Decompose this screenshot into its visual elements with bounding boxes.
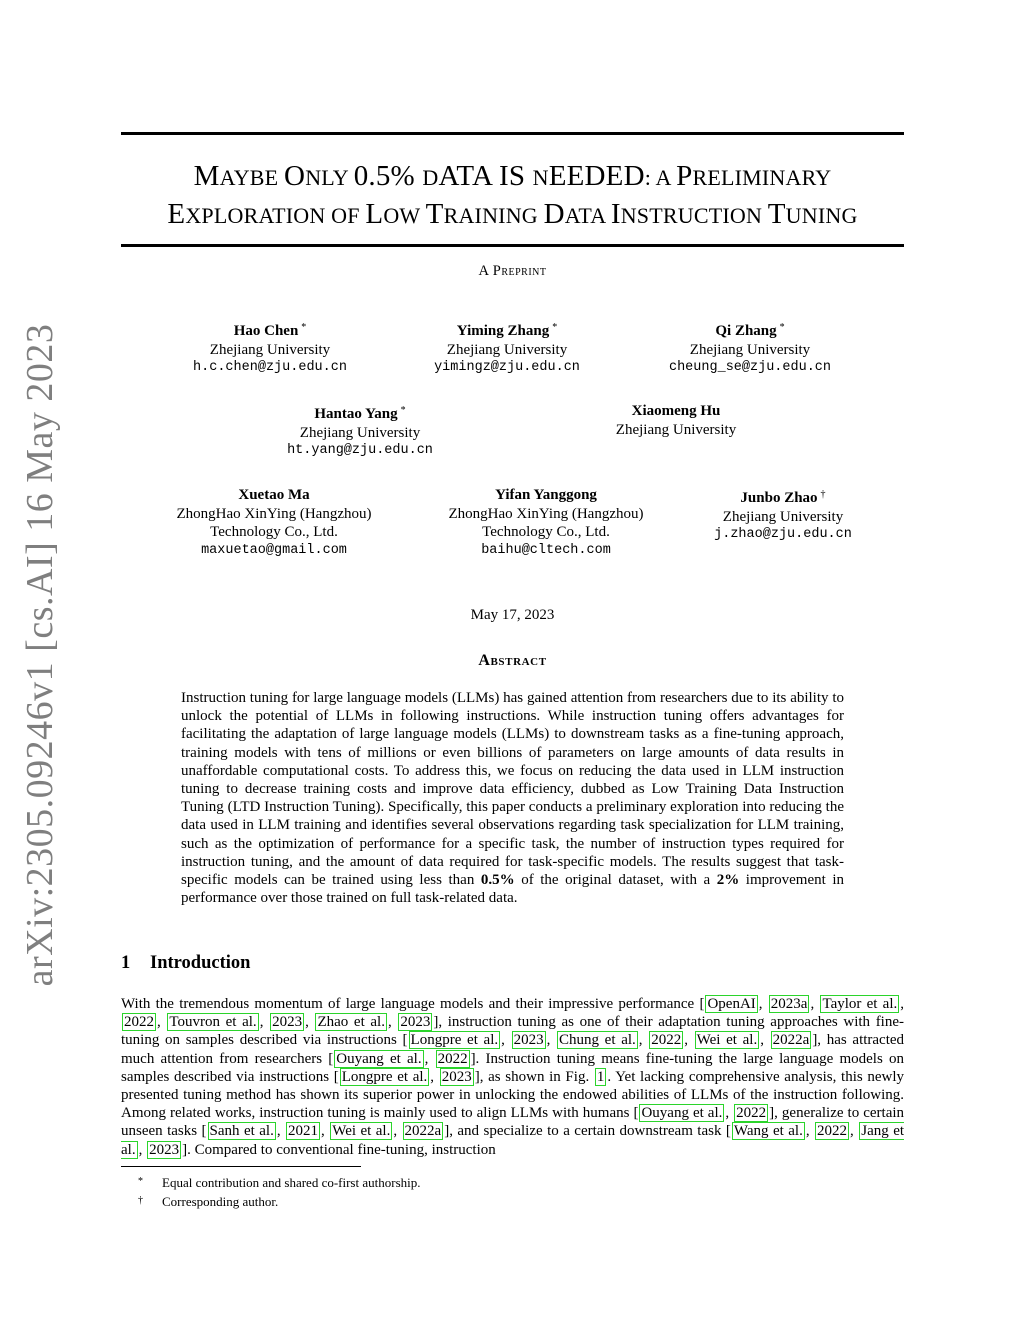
abstract-heading: Abstract bbox=[478, 652, 547, 669]
author-email: j.zhao@zju.edu.cn bbox=[714, 527, 852, 542]
intro-text: . Yet lacking comprehensive analysis, this newly presented tuning method has shown its superior power in unlocking the endowed abilities of LLMs of the instruction following. Among related works, instruction tuning is mainly used to align LLMs with humans [ bbox=[121, 1068, 905, 1122]
citation-link[interactable]: Sanh et al. bbox=[209, 1123, 274, 1140]
author-name: Hantao Yang bbox=[314, 406, 398, 422]
intro-text: ], and specialize to a certain downstream task [ bbox=[444, 1123, 731, 1140]
intro-paragraph bbox=[121, 995, 904, 1159]
paper-title bbox=[121, 158, 904, 234]
footnote-text: Corresponding author. bbox=[162, 1194, 279, 1209]
intro-text: , bbox=[850, 1123, 859, 1140]
intro-text: , bbox=[760, 1032, 770, 1049]
author-affiliation: Zhejiang University bbox=[446, 341, 568, 358]
author-affiliation: Zhejiang University bbox=[722, 508, 844, 525]
intro-text: ]. Instruction tuning means fine-tuning the large language models on samples described via instructions [ bbox=[121, 1050, 905, 1085]
author-email: h.c.chen@zju.edu.cn bbox=[193, 360, 347, 375]
citation-link[interactable]: Touvron et al. bbox=[169, 1014, 257, 1031]
title-fragment: RELIMINARY bbox=[692, 165, 832, 190]
citation-link[interactable]: 1 bbox=[596, 1068, 605, 1085]
author-email: ht.yang@zju.edu.cn bbox=[287, 443, 433, 458]
citation-link[interactable]: 2022 bbox=[437, 1050, 468, 1067]
intro-text: , bbox=[758, 996, 768, 1012]
citation-link[interactable]: Ouyang et al. bbox=[641, 1105, 723, 1122]
footnote-text: Equal contribution and shared co-first authorship. bbox=[162, 1175, 421, 1190]
author-mark: * bbox=[400, 405, 406, 416]
intro-text: , bbox=[321, 1123, 330, 1140]
citation-link[interactable]: Wang et al. bbox=[733, 1123, 803, 1140]
abstract-bold-value: 2% bbox=[716, 872, 740, 889]
citation-link[interactable]: 2023 bbox=[272, 1014, 303, 1031]
citation-link[interactable]: 2022 bbox=[124, 1014, 154, 1031]
intro-text: , bbox=[546, 1032, 556, 1049]
intro-text: , bbox=[810, 996, 820, 1012]
title-rule-bottom bbox=[121, 244, 904, 247]
abstract-bold-value: 0.5% bbox=[480, 872, 515, 889]
intro-text: , bbox=[387, 1014, 398, 1031]
author-affiliation: ZhongHao XinYing (Hangzhou) bbox=[176, 505, 372, 522]
citation-link[interactable]: Wei et al. bbox=[332, 1123, 391, 1140]
title-fragment: M bbox=[193, 160, 220, 192]
author-mark: * bbox=[779, 322, 785, 333]
intro-text: , bbox=[138, 1141, 147, 1158]
intro-text: With the tremendous momentum of large language models and their impressive performance [ bbox=[121, 996, 705, 1012]
citation-link[interactable]: 2022 bbox=[651, 1032, 682, 1049]
citation-link[interactable]: Wei et al. bbox=[696, 1032, 758, 1049]
intro-text: ]. Compared to conventional fine-tuning, instruction bbox=[182, 1141, 496, 1158]
title-fragment: T bbox=[767, 198, 786, 230]
title-fragment: EEDED bbox=[548, 160, 645, 192]
intro-text: , bbox=[805, 1123, 815, 1140]
intro-text: ], generalize to certain unseen tasks [ bbox=[121, 1105, 905, 1140]
citation-link[interactable]: OpenAI bbox=[707, 996, 756, 1012]
title-fragment: P bbox=[676, 160, 693, 192]
author-name: Yiming Zhang bbox=[456, 323, 550, 339]
title-fragment: : A bbox=[644, 165, 677, 190]
intro-text: , bbox=[393, 1123, 402, 1140]
author-name: Xiaomeng Hu bbox=[631, 403, 721, 419]
abstract-text bbox=[181, 689, 844, 907]
intro-text: ], instruction tuning as one of their adaptation tuning approaches with fine-tuning on samples described via instructions [ bbox=[121, 1014, 905, 1049]
citation-link[interactable]: Ouyang et al. bbox=[336, 1050, 422, 1067]
paper-date: May 17, 2023 bbox=[470, 607, 555, 623]
citation-link[interactable]: 2023a bbox=[770, 996, 808, 1012]
citation-link[interactable]: 2023 bbox=[441, 1068, 472, 1085]
title-fragment: 0.5% bbox=[353, 160, 423, 192]
author-block bbox=[616, 402, 736, 439]
footnote bbox=[138, 1174, 421, 1191]
title-rule-top bbox=[121, 132, 904, 135]
title-fragment: ATA bbox=[564, 203, 611, 228]
title-fragment: NLY bbox=[305, 165, 354, 190]
title-fragment: AYBE bbox=[219, 165, 285, 190]
author-affiliation: Zhejiang University bbox=[299, 424, 421, 441]
author-mark: † bbox=[820, 489, 826, 500]
title-fragment: E bbox=[167, 198, 186, 230]
author-affiliation: Zhejiang University bbox=[689, 341, 811, 358]
author-block bbox=[714, 486, 852, 545]
author-name: Hao Chen bbox=[233, 323, 299, 339]
author-email: maxuetao@gmail.com bbox=[201, 542, 347, 558]
author-block bbox=[287, 402, 433, 461]
footnote-rule bbox=[121, 1166, 361, 1167]
title-fragment: NSTRUCTION bbox=[620, 203, 768, 228]
title-fragment: D bbox=[543, 198, 565, 230]
author-mark: * bbox=[552, 322, 558, 333]
citation-link[interactable]: Longpre et al. bbox=[410, 1032, 499, 1049]
author-affiliation: Zhejiang University bbox=[209, 341, 331, 358]
title-line-2 bbox=[121, 196, 904, 234]
author-name: Junbo Zhao bbox=[740, 490, 818, 506]
footnote bbox=[138, 1193, 278, 1210]
intro-text: ], as shown in Fig. bbox=[474, 1068, 594, 1085]
author-name: Qi Zhang bbox=[715, 323, 777, 339]
author-email: cheung_se@zju.edu.cn bbox=[668, 360, 832, 375]
intro-text: , bbox=[305, 1014, 315, 1031]
intro-text: , bbox=[424, 1050, 435, 1067]
citation-link[interactable]: 2022 bbox=[817, 1123, 848, 1140]
citation-link[interactable]: 2022a bbox=[772, 1032, 810, 1049]
author-block bbox=[449, 486, 644, 560]
arxiv-identifier-stamp: arXiv:2305.09246v1 [cs.AI] 16 May 2023 bbox=[19, 323, 61, 987]
intro-text: , bbox=[501, 1032, 511, 1049]
author-block bbox=[177, 486, 372, 560]
footnote-symbol: * bbox=[138, 1176, 143, 1187]
intro-text: ], has attracted much attention from researchers [ bbox=[121, 1032, 905, 1067]
author-name: Yifan Yanggong bbox=[495, 487, 597, 503]
citation-link[interactable]: 2022a bbox=[404, 1123, 442, 1140]
title-fragment: XPLORATION OF bbox=[185, 203, 366, 228]
preprint-label: A Preprint bbox=[478, 263, 547, 279]
abstract-text-part: Instruction tuning for large language models (LLMs) has gained attention from researchers due to its ability to unlock the potential of LLMs in following instructions. While instruction tuning offers advantages for facilitating the adaptation of large language models (LLMs) to downstream tasks as a fine-tuning approach, training models with tens of millions or even billions of parameters on large amounts of data results in unaffordable computational costs. To address this, we focus on reducing the data used in LLM instruction tuning to decrease training costs and improve data efficiency, dubbed as Low Training Data Instruction Tuning (LTD Instruction Tuning). Specifically, this paper conducts a preliminary exploration into reducing the data used in LLM training and identifies several observations regarding task specialization for LLM training, such as the optimization of performance for a specific task, the number of instruction types required for instruction tuning, and the amount of data required for task-specific models. The results suggest that task-specific models can be trained using less than bbox=[181, 690, 844, 889]
intro-text: , bbox=[430, 1068, 439, 1085]
citation-link[interactable]: Zhao et al. bbox=[317, 1014, 385, 1031]
citation-link[interactable]: Longpre et al. bbox=[341, 1068, 428, 1085]
intro-text: , bbox=[276, 1123, 286, 1140]
author-affiliation: Technology Co., Ltd. bbox=[482, 524, 610, 540]
intro-text: , bbox=[900, 996, 905, 1012]
title-fragment: L bbox=[365, 198, 384, 230]
title-fragment: OW bbox=[383, 203, 426, 228]
citation-link[interactable]: 2022 bbox=[736, 1105, 767, 1122]
author-affiliation: ZhongHao XinYing (Hangzhou) bbox=[448, 505, 644, 522]
citation-link[interactable]: 2023 bbox=[513, 1032, 544, 1049]
citation-link[interactable]: 2021 bbox=[288, 1123, 319, 1140]
intro-text: , bbox=[638, 1032, 649, 1049]
intro-text: , bbox=[725, 1105, 734, 1122]
citation-link[interactable]: 2023 bbox=[149, 1141, 180, 1158]
abstract-text-part: improvement in performance over those trained on full task-related data. bbox=[181, 872, 845, 907]
author-block bbox=[434, 319, 580, 378]
section-title: Introduction bbox=[150, 953, 251, 973]
author-email: yimingz@zju.edu.cn bbox=[434, 360, 580, 375]
section-heading bbox=[121, 953, 250, 974]
section-number: 1 bbox=[121, 953, 131, 973]
abstract-text-part: of the original dataset, with a bbox=[514, 872, 717, 889]
author-name: Xuetao Ma bbox=[238, 487, 310, 503]
title-fragment: N bbox=[532, 165, 549, 190]
author-mark: * bbox=[301, 322, 307, 333]
title-fragment: O bbox=[284, 160, 306, 192]
author-affiliation: Technology Co., Ltd. bbox=[210, 524, 338, 540]
citation-link[interactable]: Jang et al. bbox=[121, 1123, 905, 1158]
author-email: baihu@cltech.com bbox=[481, 542, 611, 558]
title-fragment: D bbox=[422, 165, 439, 190]
footnote-symbol: † bbox=[138, 1195, 143, 1206]
citation-link[interactable]: Chung et al. bbox=[559, 1032, 636, 1049]
citation-link[interactable]: Taylor et al. bbox=[822, 996, 898, 1012]
citation-link[interactable]: 2023 bbox=[400, 1014, 431, 1031]
author-block bbox=[669, 319, 831, 378]
title-line-1 bbox=[121, 158, 904, 196]
author-block bbox=[193, 319, 347, 378]
title-fragment: ATA IS bbox=[438, 160, 533, 192]
title-fragment: T bbox=[425, 198, 444, 230]
author-affiliation: Zhejiang University bbox=[615, 421, 737, 438]
title-fragment: UNING bbox=[785, 203, 858, 228]
intro-text: , bbox=[157, 1014, 167, 1031]
intro-text: , bbox=[259, 1014, 270, 1031]
intro-text: , bbox=[684, 1032, 694, 1049]
title-fragment: RAINING bbox=[443, 203, 544, 228]
title-fragment: I bbox=[610, 198, 621, 230]
